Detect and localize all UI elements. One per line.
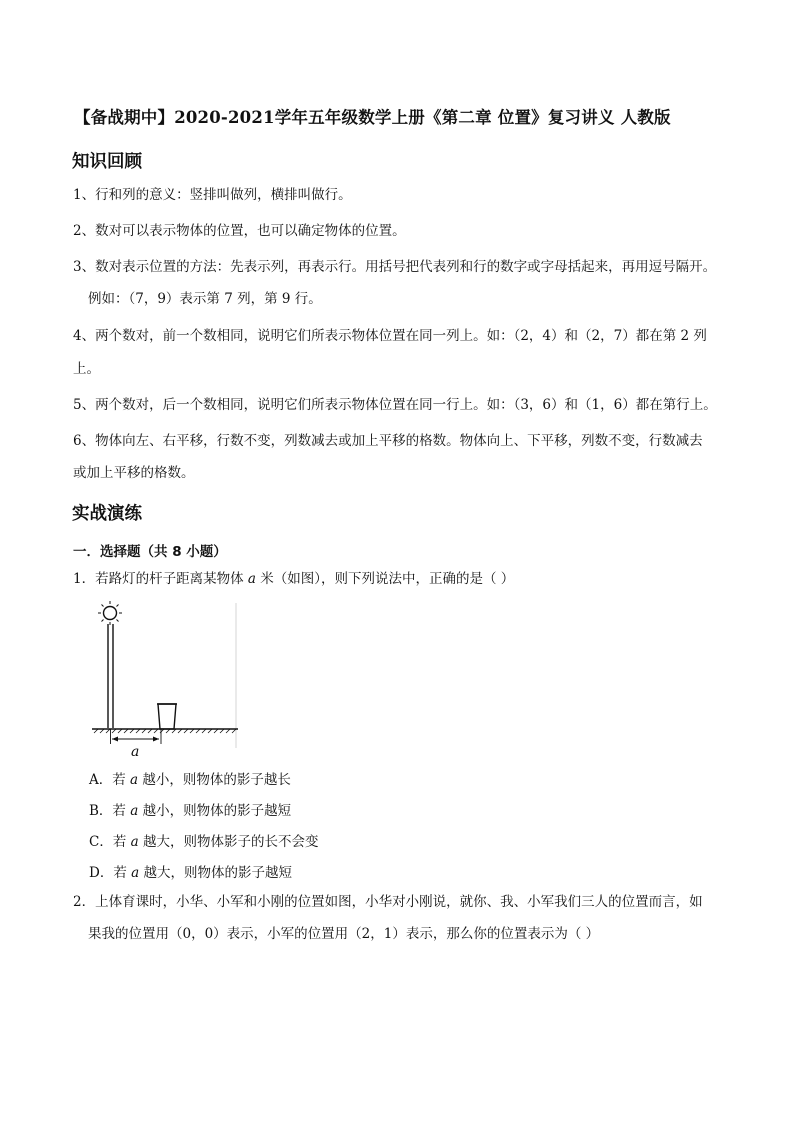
lamp-icon [98,601,122,625]
review-line-6: 6、物体向左、右平移，行数不变，列数减去或加上平移的格数。物体向上、下平移，列数不变，行数减去 [73,433,703,449]
section-heading-practice: 实战演练 [72,504,142,524]
option-d-post: 越大，则物体的影子越短 [139,865,292,881]
cup-icon [157,704,177,729]
option-b-pre: B．若 [89,803,131,819]
review-line-6-cont: 或加上平移的格数。 [73,465,195,481]
option-c[interactable] [89,830,318,850]
review-line-4-cont: 上。 [73,361,100,377]
option-c-post: 越大，则物体影子的长不会变 [138,834,319,850]
review-line-2: 2、数对可以表示物体的位置，也可以确定物体的位置。 [73,223,406,239]
question-1-prefix: 1．若路灯的杆子距离某物体 [73,571,248,587]
option-c-pre: C．若 [89,834,131,850]
option-b-post: 越小，则物体的影子越短 [138,803,292,819]
streetlight-figure [88,598,248,758]
distance-label: a [131,744,140,758]
option-a-post: 越小，则物体的影子越长 [138,772,291,788]
question-1-suffix: 米（如图），则下列说法中，正确的是（ ） [255,571,515,587]
distance-marker [111,729,162,744]
option-b[interactable] [89,799,291,819]
question-1-var: a [247,571,256,587]
option-d[interactable] [89,861,292,881]
review-line-1: 1、行和列的意义：竖排叫做列，横排叫做行。 [73,187,352,203]
lamp-pole [108,624,113,728]
ground-line [92,729,238,733]
option-a-var: a [130,772,139,788]
option-d-pre: D．若 [89,865,132,881]
option-a-pre: A．若 [89,772,131,788]
option-c-var: a [130,834,139,850]
option-d-var: a [131,865,140,881]
review-line-3: 3、数对表示位置的方法：先表示列，再表示行。用括号把代表列和行的数字或字母括起来，再用逗号隔开。 [73,259,717,275]
part-heading-choice: 一．选择题（共 8 小题） [73,544,227,560]
option-b-var: a [130,803,139,819]
review-line-5: 5、两个数对，后一个数相同，说明它们所表示物体位置在同一行上。如：（3，6）和（1，6）都在第行上。 [73,397,717,413]
review-example: 例如：（7，9）表示第 7 列，第 9 行。 [88,291,322,307]
section-heading-review: 知识回顾 [72,152,142,172]
document-title: 【备战期中】2020-2021学年五年级数学上册《第二章 位置》复习讲义 人教版 [74,108,671,127]
option-a[interactable] [89,768,291,788]
question-1-stem [73,570,514,588]
review-line-4: 4、两个数对，前一个数相同，说明它们所表示物体位置在同一列上。如：（2，4）和（2，7）都在第 2 列 [73,328,707,344]
question-2-line-2: 果我的位置用（0，0）表示，小军的位置用（2，1）表示，那么你的位置表示为（ ） [88,926,600,942]
question-2-line-1: 2．上体育课时，小华、小军和小刚的位置如图，小华对小刚说，就你、我、小军我们三人的位置而言，如 [73,894,703,910]
